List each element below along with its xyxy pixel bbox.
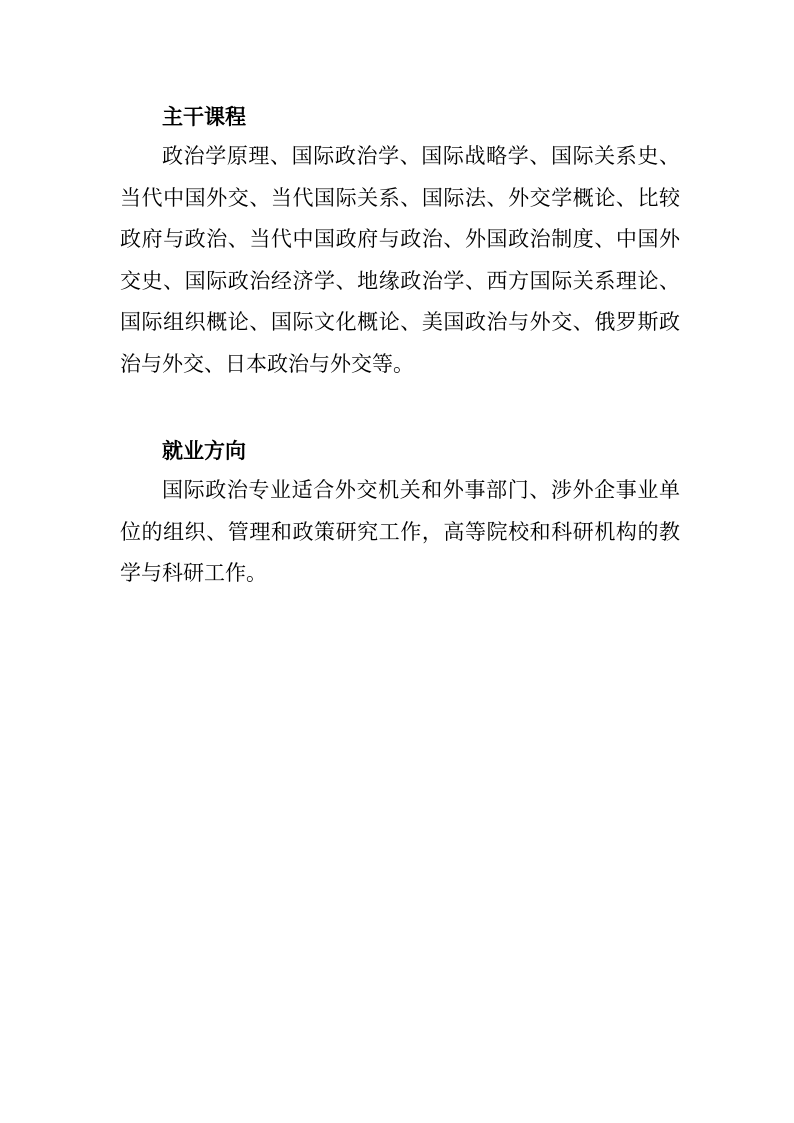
section-heading-career-direction: 就业方向 (162, 439, 246, 463)
section-body-main-courses: 政治学原理、国际政治学、国际战略学、国际关系史、当代中国外交、当代国际关系、国际法、外交学概论、比较政府与政治、当代中国政府与政治、外国政治制度、中国外交史、国际政治经济学、地缘政治学、西方国际关系理论、国际组织概论、国际文化概论、美国政治与外交、俄罗斯政治与外交、日本政治与外交等。 (120, 144, 680, 376)
section-main-courses (120, 100, 680, 385)
section-career-direction (120, 434, 680, 595)
section-heading-main-courses: 主干课程 (162, 105, 246, 129)
section-body-career-direction: 国际政治专业适合外交机关和外事部门、涉外企事业单位的组织、管理和政策研究工作，高等院校和科研机构的教学与科研工作。 (120, 478, 680, 585)
